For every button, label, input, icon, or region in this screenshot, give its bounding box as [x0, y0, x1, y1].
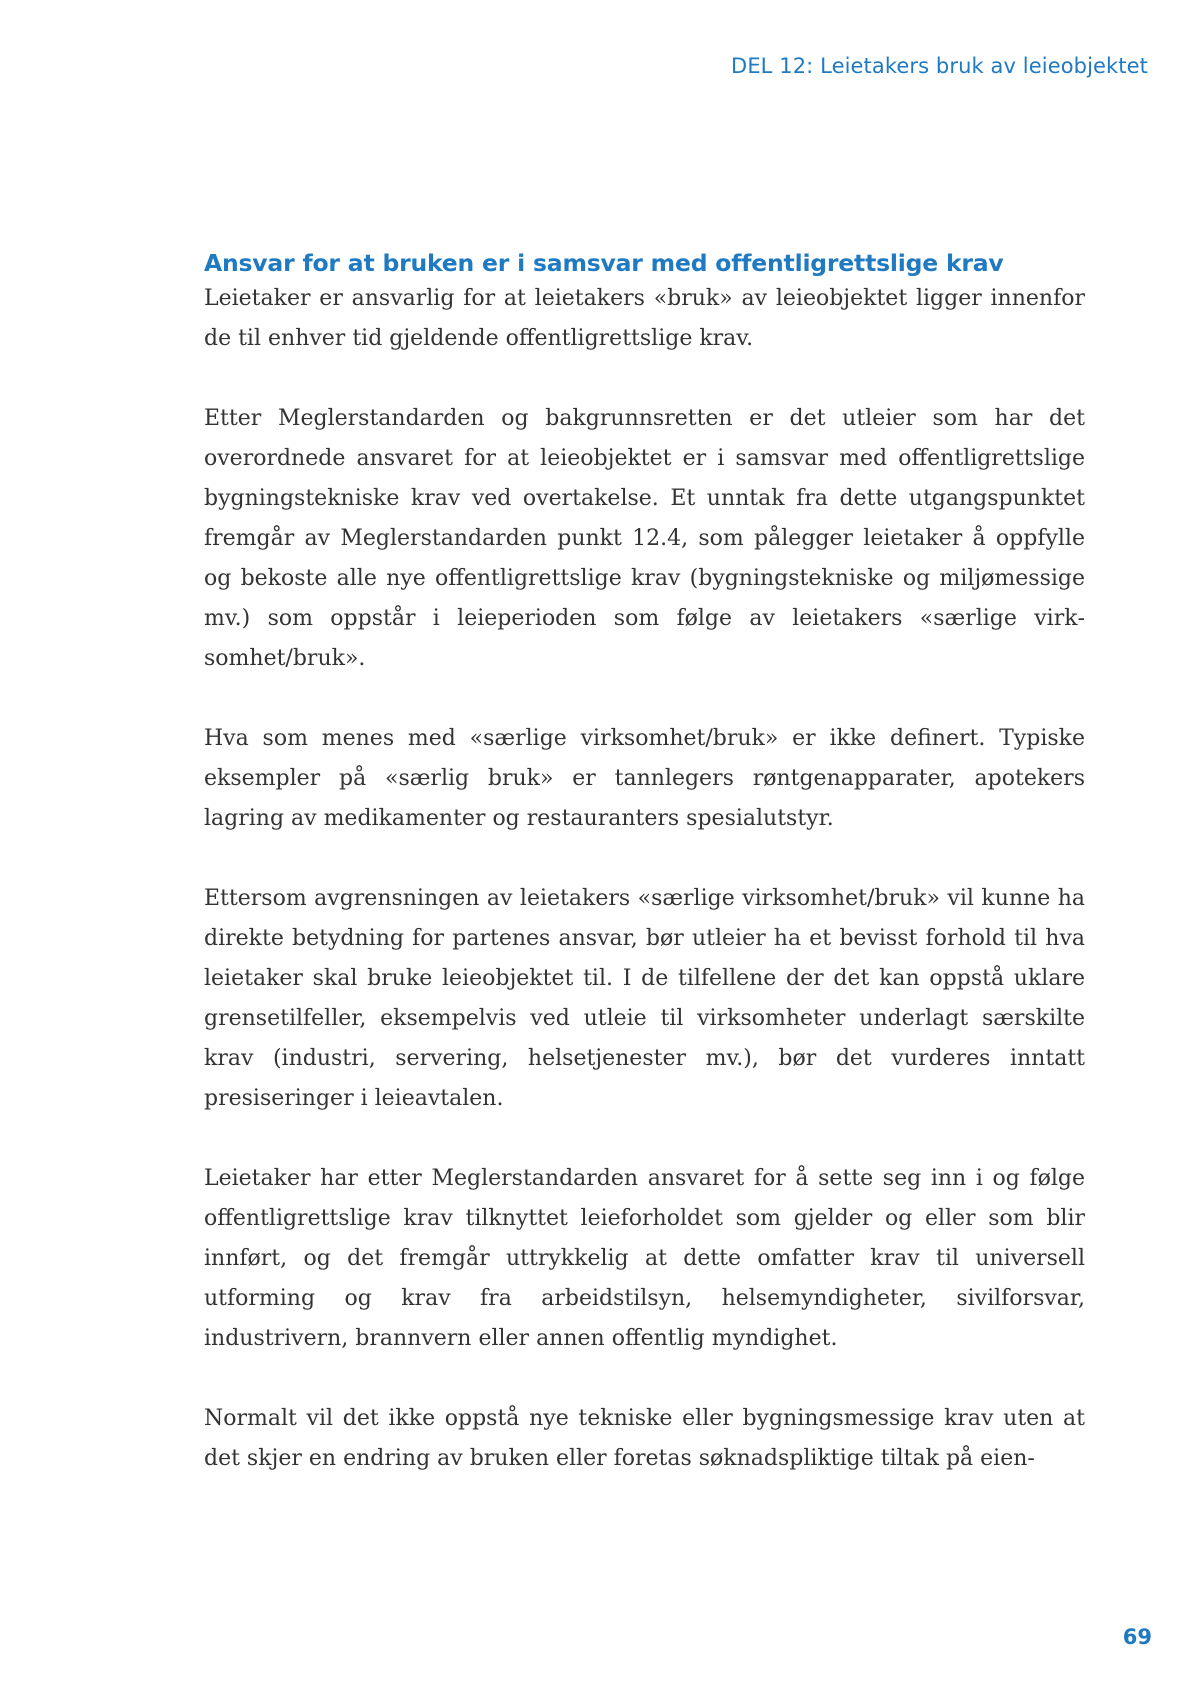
paragraph: Etter Meglerstandarden og bakgrunnsretten er det utleier som har det overordnede ansvaret for at leieobjektet er i samsvar med offentligrettslige bygningstekniske krav ved overtakelse. Et unntak fra dette utgangspunktet fremgår av Meglerstandarden punkt 12.4, som pålegger leietaker å oppfylle og bekoste alle nye offentligrettslige krav (bygningstekniske og miljømessige mv.) som oppstår i leieperioden som følge av leietakers «særlige virksomhet/bruk». — [204, 406, 1085, 671]
paragraph: Leietaker har etter Meglerstandarden ansvaret for å sette seg inn i og følge offentligrettslige krav tilknyttet leieforholdet som gjelder og eller som blir innført, og det fremgår uttrykkelig at dette omfatter krav til universell utforming og krav fra arbeidstilsyn, helsemyndigheter, sivilforsvar, industrivern, brannvern eller annen offentlig myndighet. — [204, 1166, 1085, 1351]
paragraph: Normalt vil det ikke oppstå nye tekniske eller bygningsmessige krav uten at det skjer en endring av bruken eller foretas søknadspliktige tiltak på eien- — [204, 1406, 1085, 1471]
paragraph: Hva som menes med «særlige virksomhet/bruk» er ikke definert. Typiske eksempler på «særlig bruk» er tannlegers røntgenapparater, apotekers lagring av medikamenter og restauranters spesialutstyr. — [204, 726, 1085, 831]
paragraph: Ettersom avgrensningen av leietakers «særlige virksomhet/bruk» vil kunne ha direkte betydning for partenes ansvar, bør utleier ha et bevisst forhold til hva leietaker skal bruke leieobjektet til. I de tilfellene der det kan oppstå uklare grensetilfeller, eksempelvis ved utleie til virksomheter underlagt særskilte krav (industri, servering, helsetjenester mv.), bør det vurderes inntatt presiseringer i leieavtalen. — [204, 886, 1085, 1111]
running-header: DEL 12: Leietakers bruk av leieobjektet — [731, 54, 1148, 78]
page-number: 69 — [1122, 1625, 1152, 1649]
main-content — [204, 247, 1085, 1519]
paragraph: Leietaker er ansvarlig for at leietakers «bruk» av leieobjektet ligger innenfor de til enhver tid gjeldende offentligrettslige krav. — [204, 286, 1085, 351]
section-heading: Ansvar for at bruken er i samsvar med offentligrettslige krav — [204, 249, 1004, 277]
